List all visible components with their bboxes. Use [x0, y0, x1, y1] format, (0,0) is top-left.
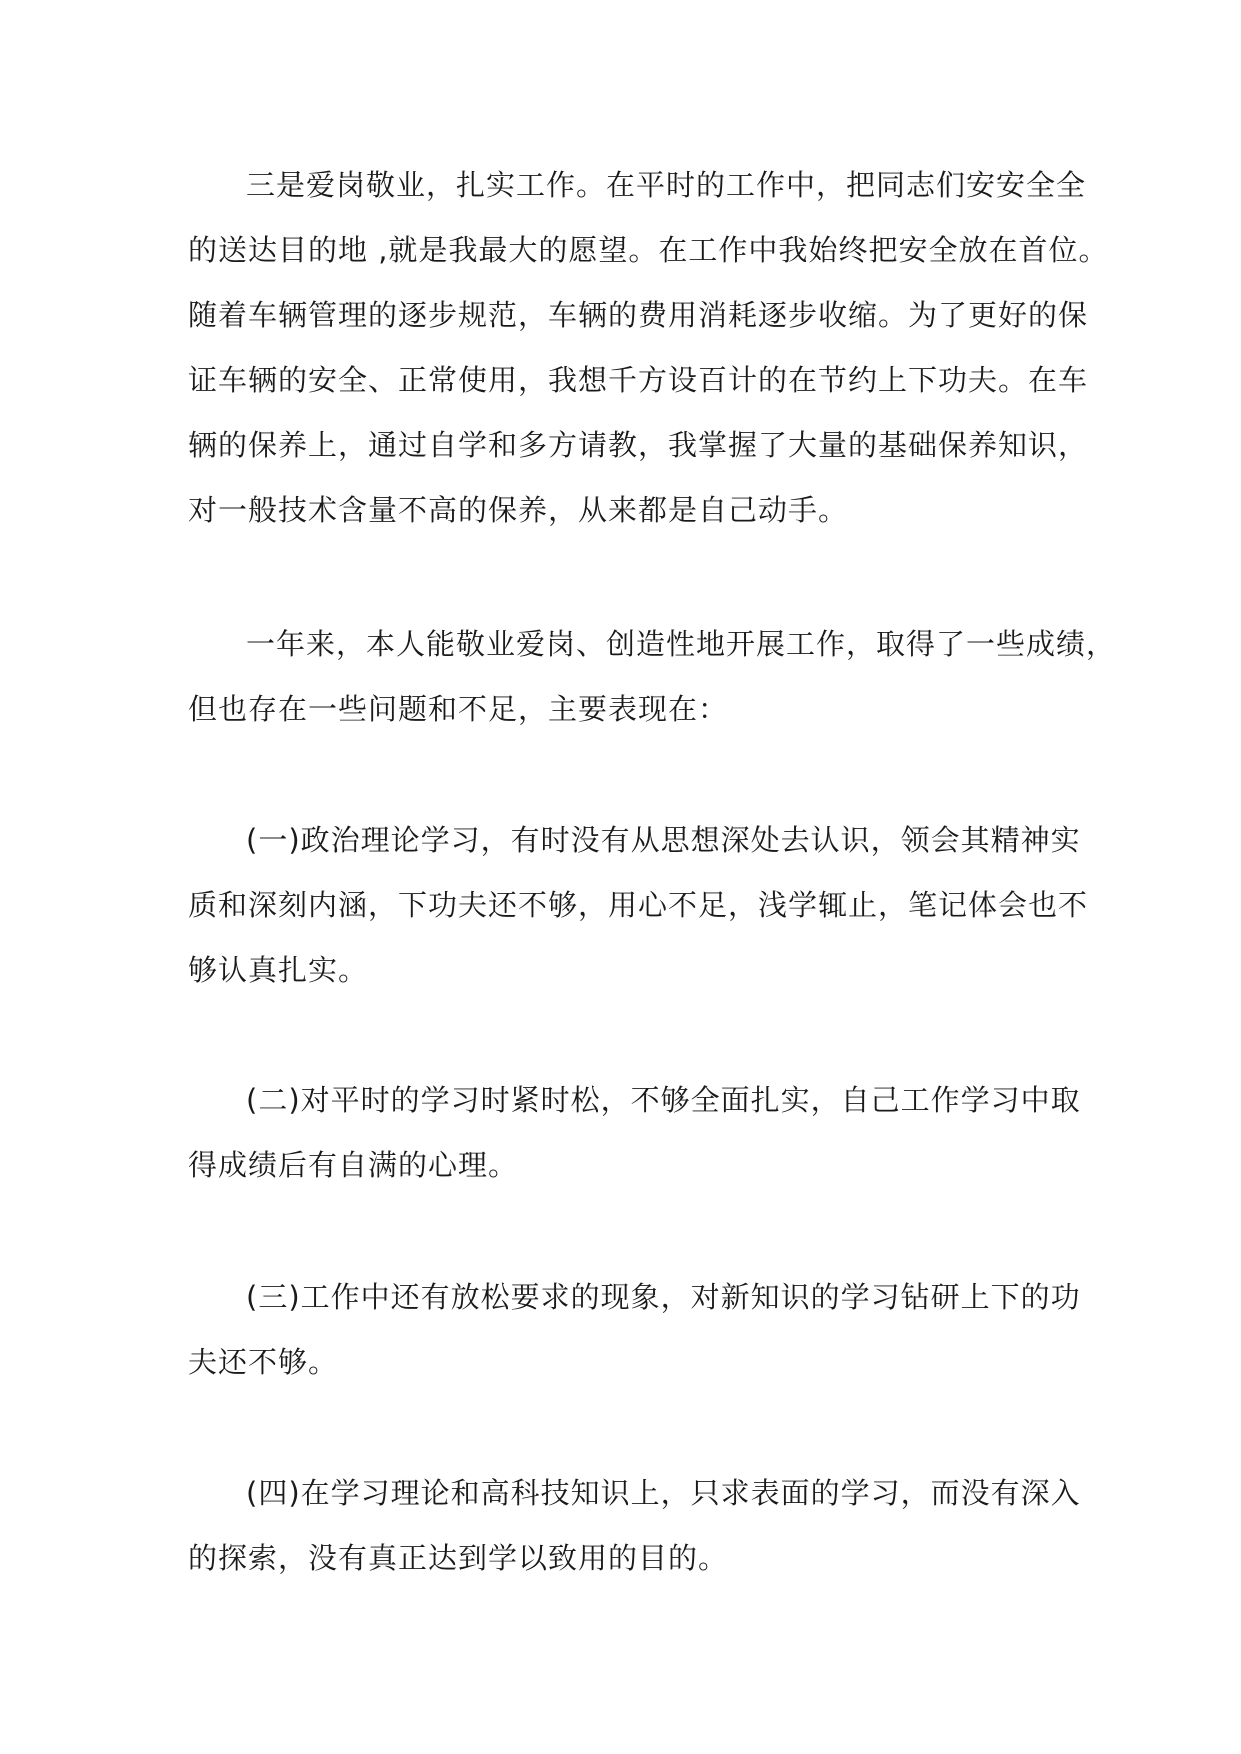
text-line: 够认真扎实。 [188, 953, 369, 987]
text-line: (二)对平时的学习时紧时松，不够全面扎实，自己工作学习中取 [246, 1083, 1081, 1117]
paragraph-issue-2 [188, 1068, 1081, 1198]
text-line: 三是爱岗敬业，扎实工作。在平时的工作中，把同志们安安全全 [246, 168, 1087, 202]
text-line: (三)工作中还有放松要求的现象，对新知识的学习钻研上下的功 [246, 1280, 1081, 1314]
paragraph-work-dedication [188, 153, 1109, 543]
paragraph-issue-4 [188, 1461, 1081, 1591]
text-line: 对一般技术含量不高的保养，从来都是自己动手。 [188, 493, 849, 527]
text-line: (四)在学习理论和高科技知识上，只求表面的学习，而没有深入 [246, 1476, 1081, 1510]
paragraph-issue-1 [188, 808, 1089, 1003]
text-line: 夫还不够。 [188, 1345, 339, 1379]
text-line: 得成绩后有自满的心理。 [188, 1148, 519, 1182]
text-line: 的送达目的地 ,就是我最大的愿望。在工作中我始终把安全放在首位。 [188, 233, 1109, 267]
text-line: 的探索，没有真正达到学以致用的目的。 [188, 1541, 729, 1575]
text-line: 辆的保养上，通过自学和多方请教，我掌握了大量的基础保养知识， [188, 428, 1089, 462]
text-line: 随着车辆管理的逐步规范，车辆的费用消耗逐步收缩。为了更好的保 [188, 298, 1089, 332]
paragraph-issue-3 [188, 1265, 1081, 1395]
paragraph-summary [188, 612, 1117, 742]
text-line: 一年来，本人能敬业爱岗、创造性地开展工作，取得了一些成绩， [246, 627, 1117, 661]
text-line: 但也存在一些问题和不足，主要表现在： [188, 692, 729, 726]
text-line: 证车辆的安全、正常使用，我想千方设百计的在节约上下功夫。在车 [188, 363, 1089, 397]
text-line: (一)政治理论学习，有时没有从思想深处去认识，领会其精神实 [246, 823, 1081, 857]
text-line: 质和深刻内涵，下功夫还不够，用心不足，浅学辄止，笔记体会也不 [188, 888, 1089, 922]
